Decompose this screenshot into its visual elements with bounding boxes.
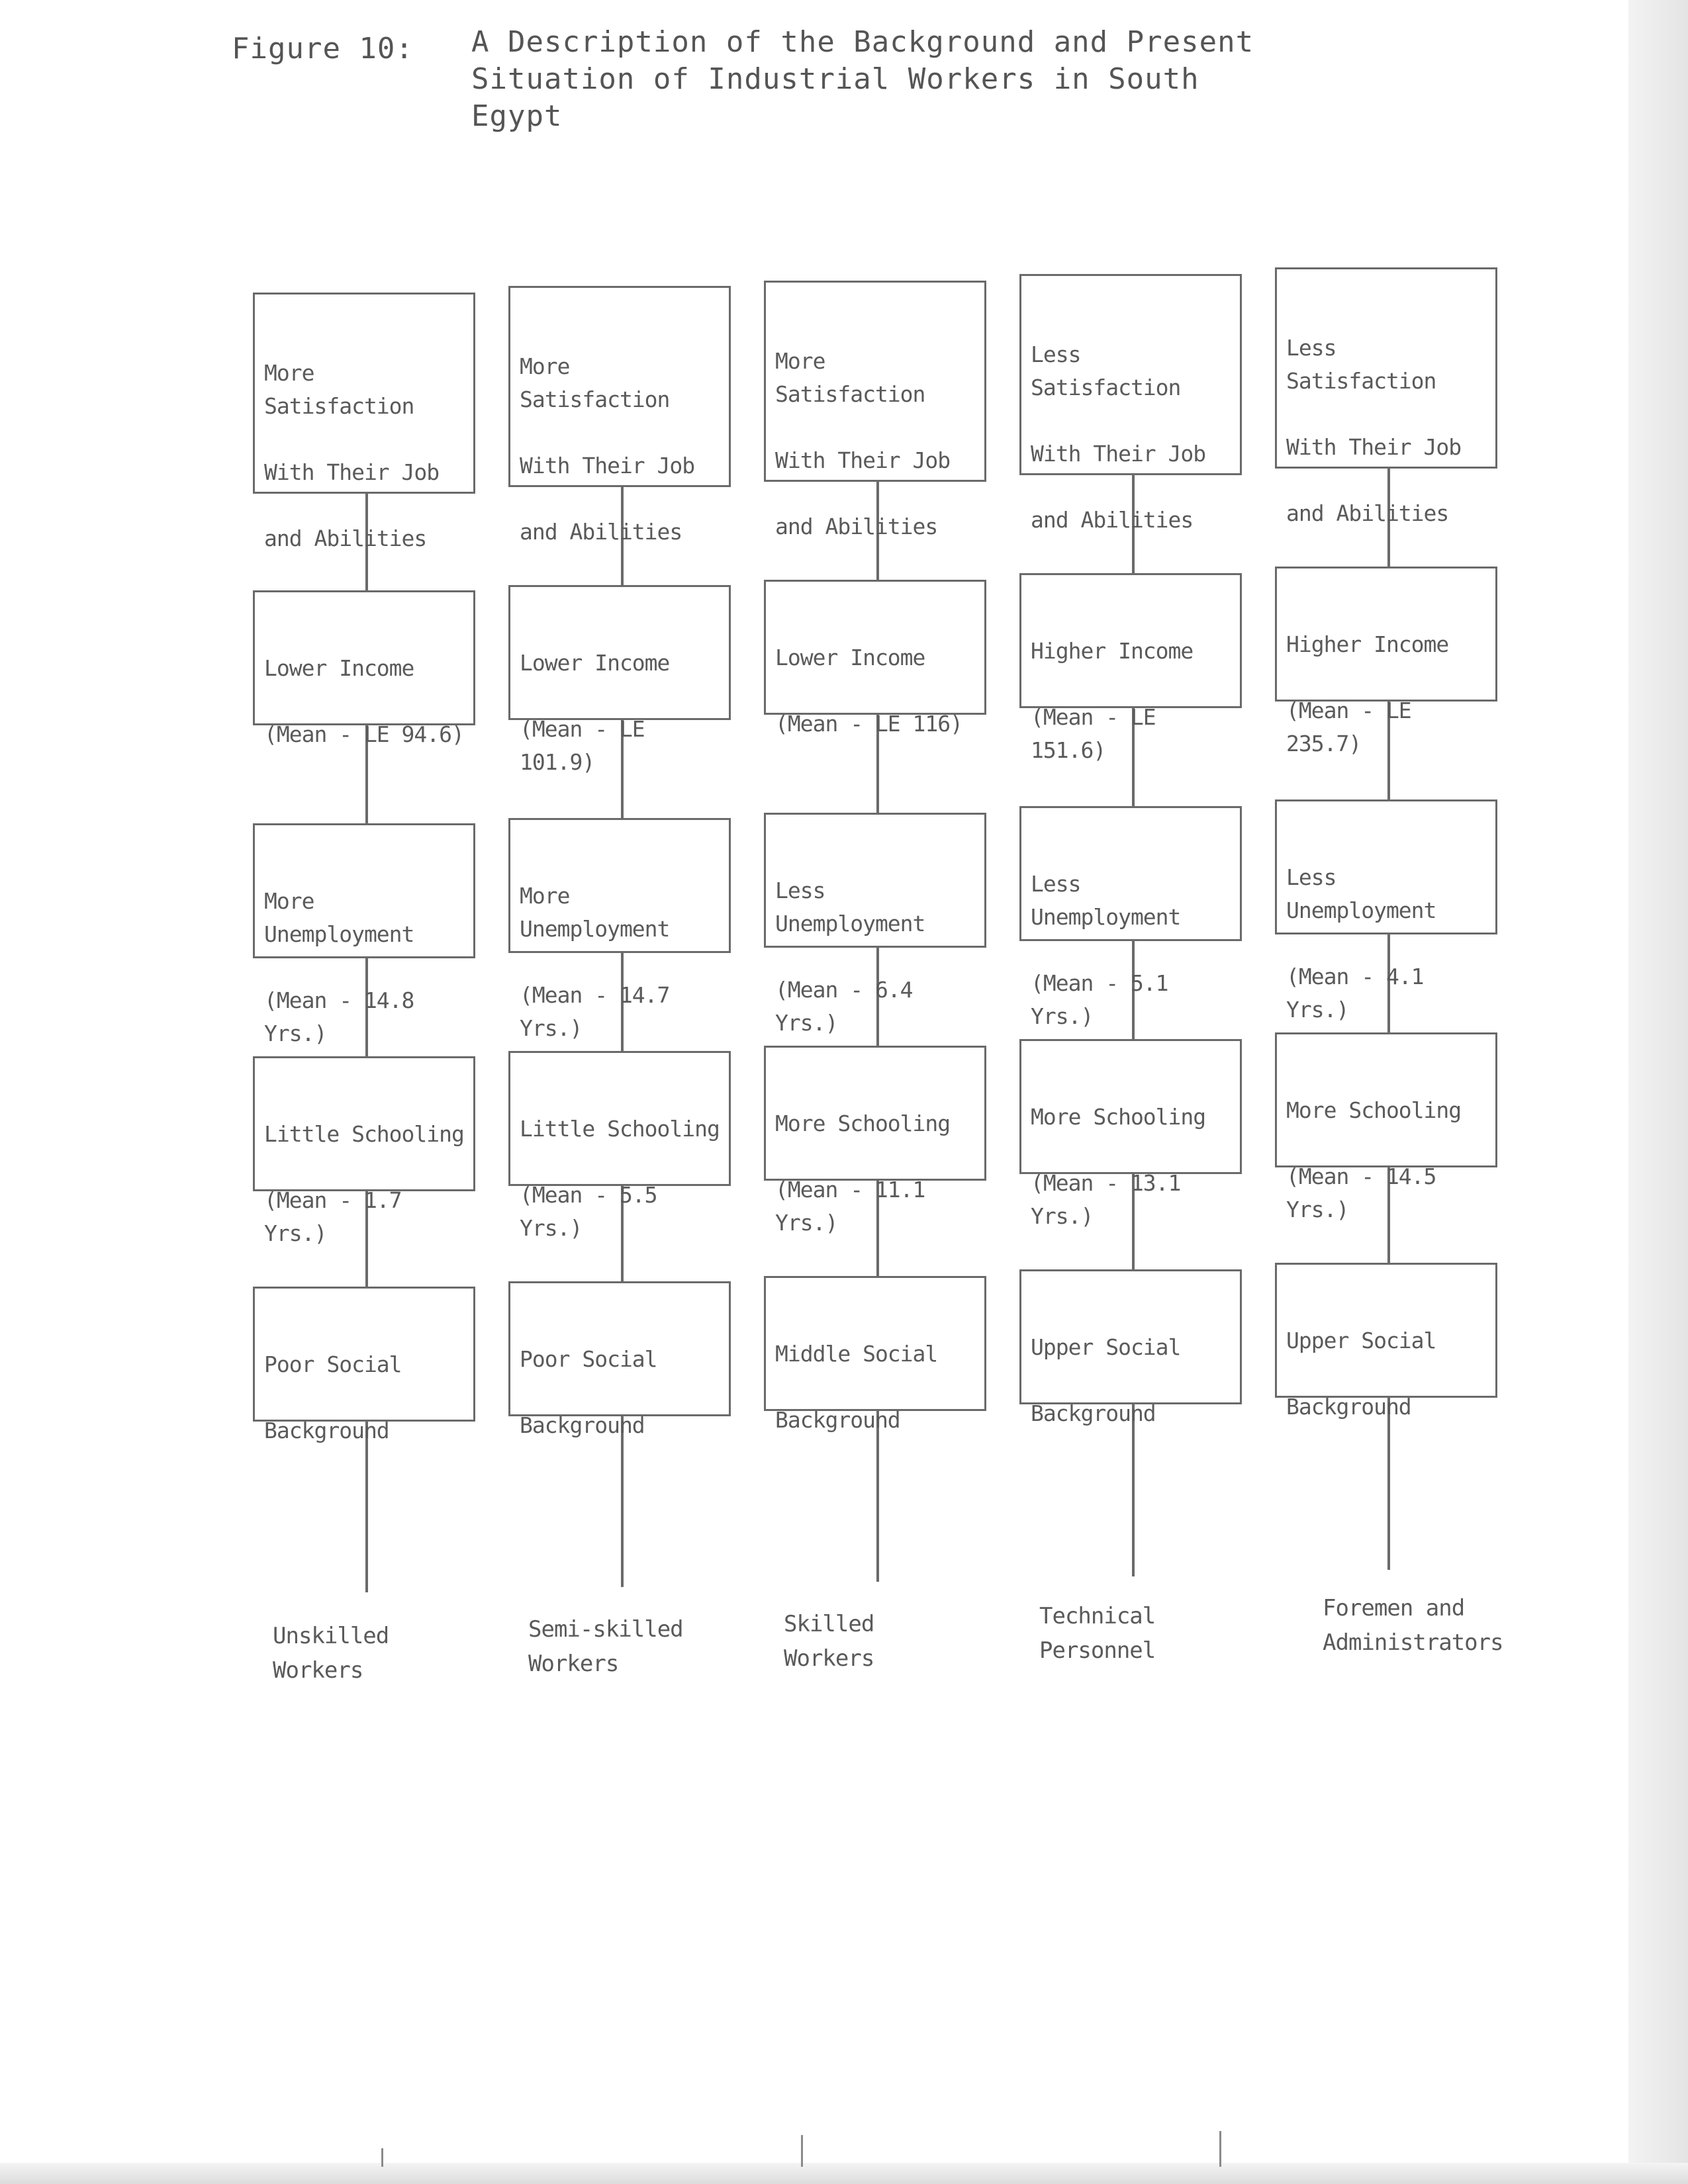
unemployment-box bbox=[1275, 799, 1497, 1023]
worker-label-line: Workers bbox=[784, 1645, 874, 1672]
income-box bbox=[253, 590, 475, 747]
box-text: With Their Job bbox=[1286, 434, 1462, 460]
unemployment-box bbox=[1019, 806, 1242, 1029]
box-text: With Their Job bbox=[1031, 441, 1206, 467]
box-value: (Mean - 11.1 Yrs.) bbox=[775, 1177, 925, 1236]
box-text: With Their Job bbox=[775, 447, 951, 473]
box-value: (Mean - 4.1 Yrs.) bbox=[1286, 964, 1424, 1023]
background-box bbox=[508, 1281, 731, 1438]
box-text: Lower Income bbox=[775, 645, 925, 670]
box-text: Poor Social bbox=[520, 1346, 657, 1372]
box-text: Upper Social bbox=[1286, 1328, 1436, 1353]
satisfaction-box bbox=[253, 293, 475, 551]
worker-category-label bbox=[273, 1619, 389, 1688]
box-text: Background bbox=[1286, 1394, 1411, 1420]
background-box bbox=[764, 1276, 986, 1433]
income-box bbox=[1275, 567, 1497, 756]
box-text: and Abilities bbox=[1286, 500, 1449, 526]
box-text: Less Satisfaction bbox=[1031, 341, 1181, 400]
unemployment-box bbox=[253, 823, 475, 1046]
satisfaction-box bbox=[764, 281, 986, 539]
scan-mark bbox=[801, 2135, 803, 2167]
worker-label-line: Administrators bbox=[1323, 1629, 1503, 1656]
box-text: With Their Job bbox=[264, 459, 440, 485]
worker-label-line: Semi-skilled bbox=[528, 1616, 683, 1643]
diagram-column-unskilled bbox=[253, 0, 481, 1721]
box-text: and Abilities bbox=[775, 514, 938, 539]
satisfaction-box bbox=[1019, 274, 1242, 533]
scan-mark bbox=[1219, 2131, 1221, 2167]
worker-category-label bbox=[528, 1612, 683, 1681]
page-edge-shadow bbox=[1628, 0, 1688, 2184]
worker-category-label bbox=[1323, 1591, 1503, 1660]
box-value: (Mean - LE 116) bbox=[775, 711, 963, 737]
box-value: (Mean - 5.1 Yrs.) bbox=[1031, 970, 1168, 1029]
worker-label-line: Workers bbox=[273, 1657, 363, 1684]
figure-title-line: Situation of Industrial Workers in South bbox=[471, 62, 1199, 96]
box-text: and Abilities bbox=[1031, 507, 1194, 533]
box-text: Less Satisfaction bbox=[1286, 335, 1436, 394]
box-text: More Schooling bbox=[775, 1111, 951, 1136]
figure-label: Figure 10: bbox=[232, 32, 414, 66]
schooling-box bbox=[1019, 1039, 1242, 1229]
worker-label-line: Unskilled bbox=[273, 1623, 389, 1649]
page-bottom-shadow bbox=[0, 2163, 1688, 2184]
box-text: More Unemployment bbox=[520, 883, 670, 942]
diagram-column-semi-skilled bbox=[508, 0, 736, 1721]
box-text: and Abilities bbox=[520, 519, 682, 545]
box-text: Less Unemployment bbox=[1286, 864, 1436, 923]
background-box bbox=[253, 1287, 475, 1443]
box-value: (Mean - 6.4 Yrs.) bbox=[775, 977, 913, 1036]
box-text: Background bbox=[264, 1418, 389, 1443]
box-text: More Satisfaction bbox=[264, 360, 414, 419]
box-text: Little Schooling bbox=[520, 1116, 720, 1142]
box-text: Less Unemployment bbox=[1031, 871, 1181, 930]
box-text: Middle Social bbox=[775, 1341, 938, 1367]
box-text: More Satisfaction bbox=[520, 353, 670, 412]
schooling-box bbox=[508, 1051, 731, 1241]
diagram-column-skilled bbox=[764, 0, 992, 1721]
worker-label-line: Foremen and bbox=[1323, 1595, 1465, 1621]
satisfaction-box bbox=[508, 286, 731, 545]
box-text: Poor Social bbox=[264, 1351, 402, 1377]
schooling-box bbox=[1275, 1032, 1497, 1222]
box-value: (Mean - LE 94.6) bbox=[264, 721, 464, 747]
worker-label-line: Personnel bbox=[1039, 1637, 1156, 1664]
figure-title-line: Egypt bbox=[471, 99, 563, 133]
background-box bbox=[1275, 1263, 1497, 1420]
income-box bbox=[1019, 573, 1242, 763]
unemployment-box bbox=[508, 818, 731, 1041]
diagram-column-foremen bbox=[1275, 0, 1503, 1721]
box-text: Upper Social bbox=[1031, 1334, 1181, 1360]
box-text: and Abilities bbox=[264, 525, 427, 551]
worker-category-label bbox=[1039, 1599, 1155, 1668]
schooling-box bbox=[764, 1046, 986, 1236]
box-text: Background bbox=[520, 1412, 645, 1438]
box-value: (Mean - LE 235.7) bbox=[1286, 698, 1411, 756]
worker-category-label bbox=[784, 1607, 874, 1676]
box-text: Little Schooling bbox=[264, 1121, 464, 1147]
box-value: (Mean - 14.8 Yrs.) bbox=[264, 987, 414, 1046]
box-text: Background bbox=[775, 1407, 900, 1433]
box-text: Higher Income bbox=[1286, 631, 1449, 657]
box-value: (Mean - 1.7 Yrs.) bbox=[264, 1187, 402, 1246]
scan-mark bbox=[381, 2148, 383, 2167]
box-text: Background bbox=[1031, 1400, 1156, 1426]
box-value: (Mean - 5.5 Yrs.) bbox=[520, 1182, 657, 1241]
box-text: Higher Income bbox=[1031, 638, 1194, 664]
box-value: (Mean - 13.1 Yrs.) bbox=[1031, 1170, 1181, 1229]
box-text: Less Unemployment bbox=[775, 878, 925, 936]
box-text: More Schooling bbox=[1031, 1104, 1206, 1130]
schooling-box bbox=[253, 1056, 475, 1246]
box-value: (Mean - 14.7 Yrs.) bbox=[520, 982, 670, 1041]
satisfaction-box bbox=[1275, 267, 1497, 526]
income-box bbox=[764, 580, 986, 737]
box-text: More Schooling bbox=[1286, 1097, 1462, 1123]
box-text: With Their Job bbox=[520, 453, 695, 478]
box-value: (Mean - LE 101.9) bbox=[520, 716, 645, 775]
diagram-column-technical bbox=[1019, 0, 1247, 1721]
box-value: (Mean - LE 151.6) bbox=[1031, 704, 1156, 763]
income-box bbox=[508, 585, 731, 775]
worker-label-line: Workers bbox=[528, 1651, 619, 1677]
box-value: (Mean - 14.5 Yrs.) bbox=[1286, 1163, 1436, 1222]
box-text: Lower Income bbox=[264, 655, 414, 681]
box-text: More Unemployment bbox=[264, 888, 414, 947]
box-text: More Satisfaction bbox=[775, 348, 925, 407]
figure-title-line: A Description of the Background and Present bbox=[471, 25, 1254, 59]
worker-label-line: Technical bbox=[1039, 1603, 1156, 1629]
box-text: Lower Income bbox=[520, 650, 670, 676]
background-box bbox=[1019, 1269, 1242, 1426]
worker-label-line: Skilled bbox=[784, 1611, 874, 1637]
unemployment-box bbox=[764, 813, 986, 1036]
